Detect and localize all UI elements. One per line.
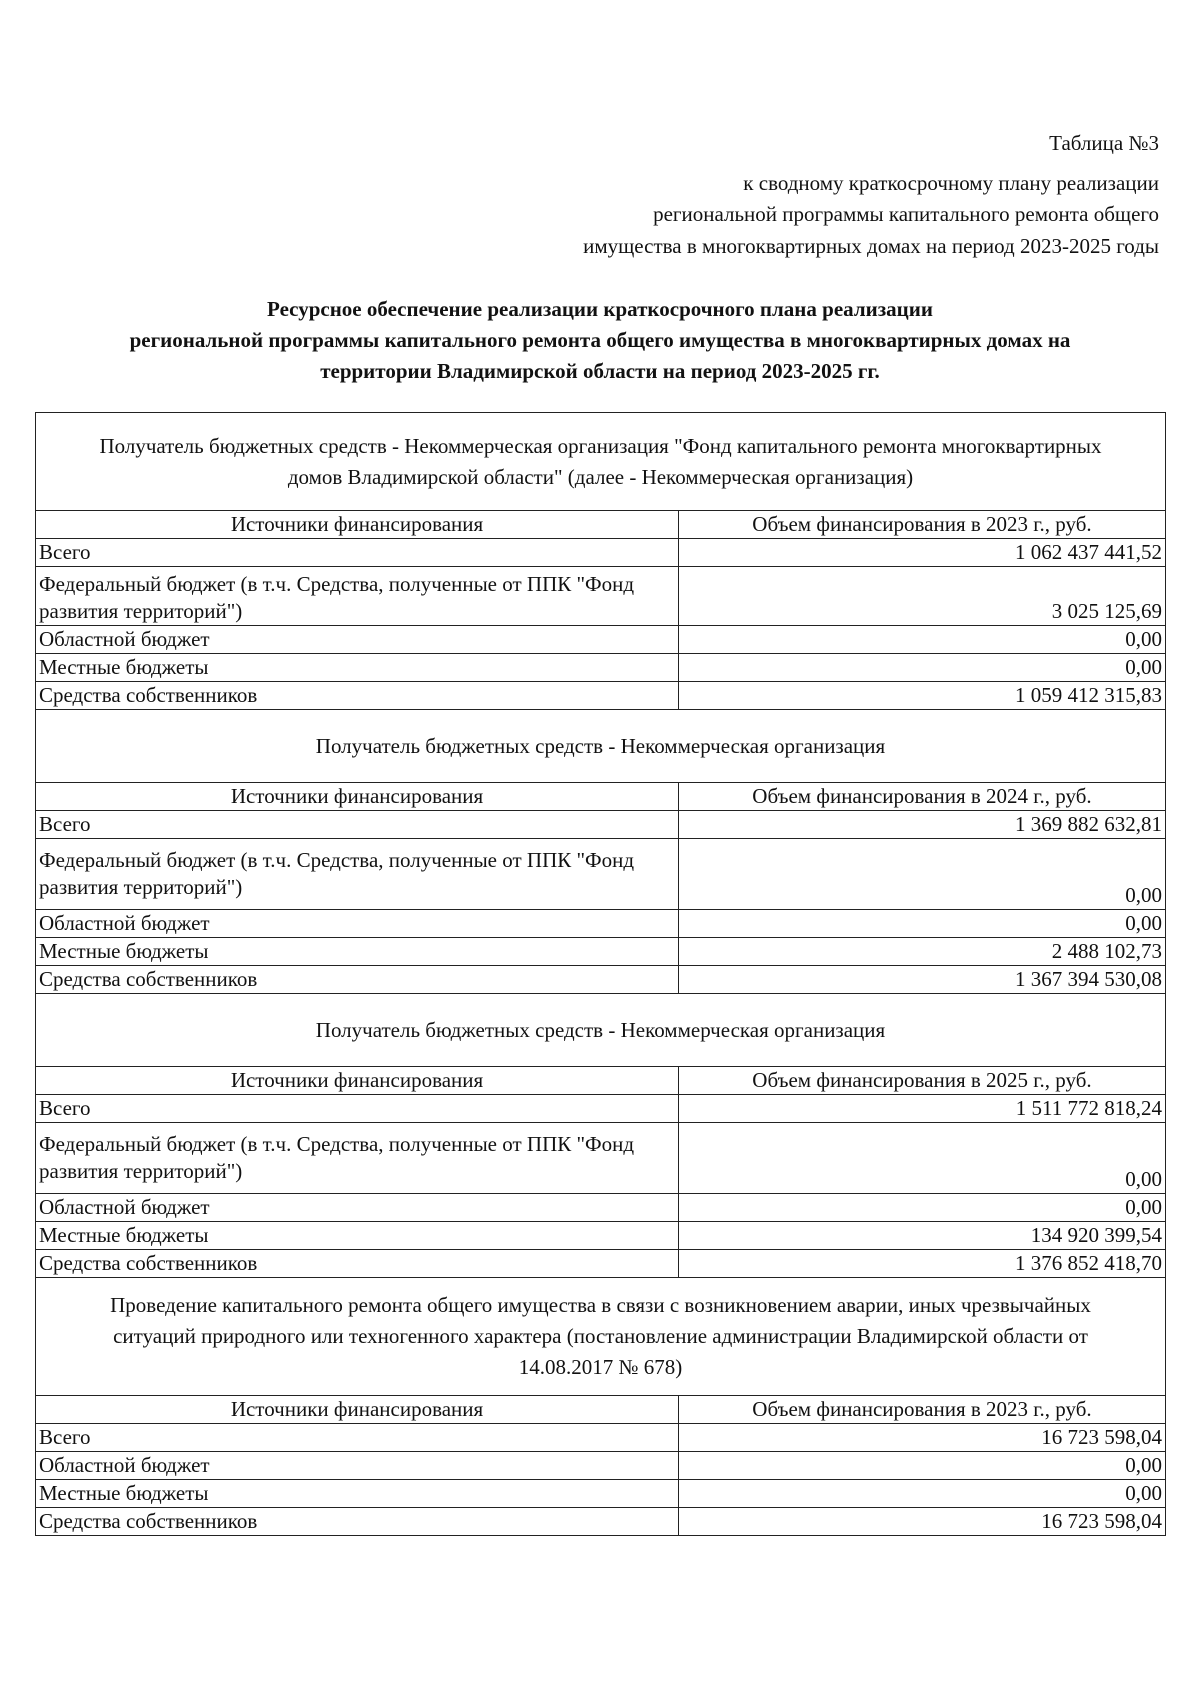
row-label: Федеральный бюджет (в т.ч. Средства, полученные от ППК "Фонд развития территорий") bbox=[36, 567, 679, 626]
row-label: Областной бюджет bbox=[36, 626, 679, 654]
table-row bbox=[36, 1424, 1166, 1452]
row-value: 0,00 bbox=[679, 839, 1166, 910]
table-row bbox=[36, 1222, 1166, 1250]
row-label: Средства собственников bbox=[36, 966, 679, 994]
row-label: Всего bbox=[36, 539, 679, 567]
row-value: 16 723 598,04 bbox=[679, 1508, 1166, 1536]
row-label: Всего bbox=[36, 1424, 679, 1452]
section-recipient-row bbox=[36, 1278, 1166, 1396]
section-recipient: Получатель бюджетных средств - Некоммерческая организация bbox=[36, 994, 1166, 1067]
appendix-block bbox=[583, 128, 1159, 262]
title-line: Ресурсное обеспечение реализации краткосрочного плана реализации bbox=[267, 297, 933, 321]
column-header-source: Источники финансирования bbox=[36, 511, 679, 539]
row-value: 1 059 412 315,83 bbox=[679, 682, 1166, 710]
row-value: 2 488 102,73 bbox=[679, 938, 1166, 966]
row-value: 134 920 399,54 bbox=[679, 1222, 1166, 1250]
table-row bbox=[36, 1250, 1166, 1278]
table-row bbox=[36, 1194, 1166, 1222]
section-recipient-row bbox=[36, 710, 1166, 783]
table-row bbox=[36, 1480, 1166, 1508]
table-row bbox=[36, 1123, 1166, 1194]
row-label: Областной бюджет bbox=[36, 1452, 679, 1480]
column-header-source: Источники финансирования bbox=[36, 1396, 679, 1424]
section-recipient: Проведение капитального ремонта общего имущества в связи с возникновением аварии, иных чрезвычайных ситуаций природного или техногенного характера (постановление администрации Владимирской области от 14.08.2017 № 678) bbox=[36, 1278, 1166, 1396]
table-header-row bbox=[36, 1067, 1166, 1095]
appendix-line: региональной программы капитального ремонта общего bbox=[653, 202, 1159, 226]
row-value: 1 367 394 530,08 bbox=[679, 966, 1166, 994]
row-label: Местные бюджеты bbox=[36, 1222, 679, 1250]
column-header-source: Источники финансирования bbox=[36, 1067, 679, 1095]
document-title bbox=[0, 294, 1200, 387]
row-label: Средства собственников bbox=[36, 1508, 679, 1536]
row-label: Средства собственников bbox=[36, 682, 679, 710]
table-row bbox=[36, 938, 1166, 966]
row-value: 0,00 bbox=[679, 1123, 1166, 1194]
table-row bbox=[36, 682, 1166, 710]
row-label: Средства собственников bbox=[36, 1250, 679, 1278]
row-value: 1 062 437 441,52 bbox=[679, 539, 1166, 567]
row-value: 0,00 bbox=[679, 1480, 1166, 1508]
table-row bbox=[36, 910, 1166, 938]
section-recipient: Получатель бюджетных средств - Некоммерческая организация "Фонд капитального ремонта многоквартирных домов Владимирской области" (далее - Некоммерческая организация) bbox=[36, 413, 1166, 511]
appendix-line: к сводному краткосрочному плану реализации bbox=[743, 170, 1159, 195]
row-value: 16 723 598,04 bbox=[679, 1424, 1166, 1452]
title-line: территории Владимирской области на период 2023-2025 гг. bbox=[320, 359, 880, 383]
row-value: 1 511 772 818,24 bbox=[679, 1095, 1166, 1123]
table-header-row bbox=[36, 783, 1166, 811]
row-value: 1 376 852 418,70 bbox=[679, 1250, 1166, 1278]
table-row bbox=[36, 839, 1166, 910]
column-header-volume: Объем финансирования в 2025 г., руб. bbox=[679, 1067, 1166, 1095]
row-label: Местные бюджеты bbox=[36, 654, 679, 682]
table-row bbox=[36, 966, 1166, 994]
table-header-row bbox=[36, 511, 1166, 539]
column-header-volume: Объем финансирования в 2024 г., руб. bbox=[679, 783, 1166, 811]
table-row bbox=[36, 1095, 1166, 1123]
row-label: Федеральный бюджет (в т.ч. Средства, полученные от ППК "Фонд развития территорий") bbox=[36, 1123, 679, 1194]
table-row bbox=[36, 654, 1166, 682]
table-row bbox=[36, 1508, 1166, 1536]
row-label: Всего bbox=[36, 811, 679, 839]
row-label: Всего bbox=[36, 1095, 679, 1123]
column-header-volume: Объем финансирования в 2023 г., руб. bbox=[679, 1396, 1166, 1424]
row-label: Местные бюджеты bbox=[36, 938, 679, 966]
row-value: 0,00 bbox=[679, 654, 1166, 682]
table-row bbox=[36, 1452, 1166, 1480]
row-label: Федеральный бюджет (в т.ч. Средства, полученные от ППК "Фонд развития территорий") bbox=[36, 839, 679, 910]
section-recipient-row bbox=[36, 994, 1166, 1067]
section-recipient: Получатель бюджетных средств - Некоммерческая организация bbox=[36, 710, 1166, 783]
column-header-source: Источники финансирования bbox=[36, 783, 679, 811]
table-header-row bbox=[36, 1396, 1166, 1424]
table-number: Таблица №3 bbox=[1049, 131, 1159, 155]
table-row bbox=[36, 567, 1166, 626]
row-label: Областной бюджет bbox=[36, 1194, 679, 1222]
row-value: 3 025 125,69 bbox=[679, 567, 1166, 626]
row-value: 0,00 bbox=[679, 1452, 1166, 1480]
column-header-volume: Объем финансирования в 2023 г., руб. bbox=[679, 511, 1166, 539]
section-recipient-row bbox=[36, 413, 1166, 511]
funding-table bbox=[35, 412, 1166, 1536]
row-value: 0,00 bbox=[679, 910, 1166, 938]
table-row bbox=[36, 811, 1166, 839]
table-row bbox=[36, 626, 1166, 654]
row-label: Областной бюджет bbox=[36, 910, 679, 938]
row-label: Местные бюджеты bbox=[36, 1480, 679, 1508]
row-value: 0,00 bbox=[679, 626, 1166, 654]
table-row bbox=[36, 539, 1166, 567]
row-value: 0,00 bbox=[679, 1194, 1166, 1222]
appendix-line: имущества в многоквартирных домах на период 2023-2025 годы bbox=[583, 233, 1159, 258]
title-line: региональной программы капитального ремонта общего имущества в многоквартирных домах на bbox=[129, 328, 1071, 352]
row-value: 1 369 882 632,81 bbox=[679, 811, 1166, 839]
